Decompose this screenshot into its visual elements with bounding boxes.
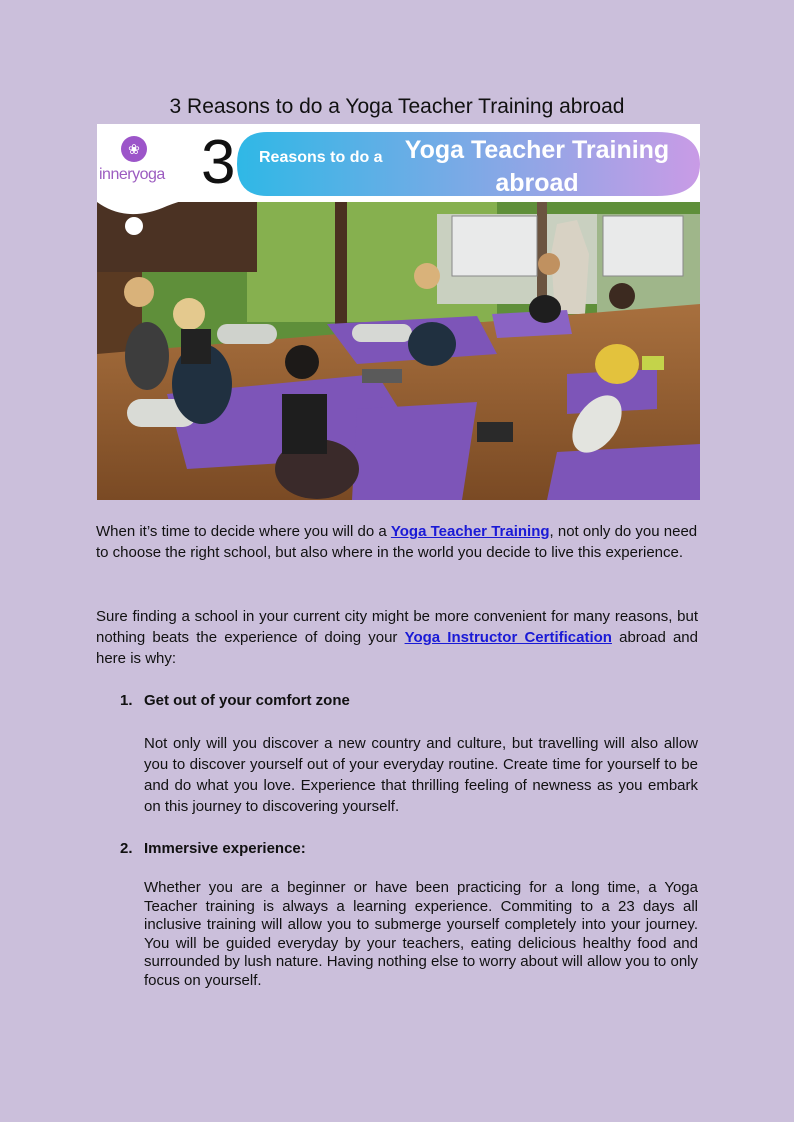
list-number: 2. (120, 840, 133, 857)
intro-paragraph-1 (96, 521, 698, 563)
intro-text: , not only do you need to choose the right school, but also where in the world you decide to live this experience. (96, 523, 698, 561)
yoga-instructor-certification-link[interactable]: Yoga Instructor Certification (404, 629, 612, 646)
banner-title: Yoga Teacher Training abroad (404, 136, 670, 197)
list-heading-text: Get out of your comfort zone (144, 692, 350, 709)
intro-text: When it’s time to decide where you will do a (96, 523, 391, 540)
intro-text: abroad and here is why: (96, 629, 698, 667)
banner-subtitle: Reasons to do a (259, 149, 383, 166)
reason-2-heading (120, 840, 306, 857)
reason-2-text: Whether you are a beginner or have been practicing for a long time, a Yoga Teacher training is always a learning experience. Commiting to a 23 days all inclusive training will allow you to submerge yourself completely into your journey. You will be guided everyday by your teachers, eating delicious healthy food and surrounded by lush nature. Having nothing else to worry about will allow you to only focus on yourself. (144, 879, 698, 989)
intro-paragraph-2 (96, 606, 698, 669)
list-heading-text: Immersive experience: (144, 840, 306, 857)
hero-image (97, 124, 700, 500)
banner-number: 3 (201, 128, 236, 197)
intro-text: Sure finding a school in your current city might be more convenient for many reasons, but nothing beats the experience of doing your (96, 608, 698, 646)
lotus-logo-icon: ❀ (121, 136, 147, 162)
list-number: 1. (120, 692, 133, 709)
reason-1-text: Not only will you discover a new country and culture, but travelling will also allow you to discover yourself out of your everyday routine. Create time for yourself to be and do what you love. Experience that thrilling feeling of newness as you embark on this journey to discovering yourself. (144, 735, 698, 815)
reason-1-heading (120, 692, 350, 709)
page-title: 3 Reasons to do a Yoga Teacher Training abroad (169, 95, 625, 118)
yoga-teacher-training-link[interactable]: Yoga Teacher Training (390, 523, 550, 540)
logo-text: inneryoga (99, 166, 165, 183)
